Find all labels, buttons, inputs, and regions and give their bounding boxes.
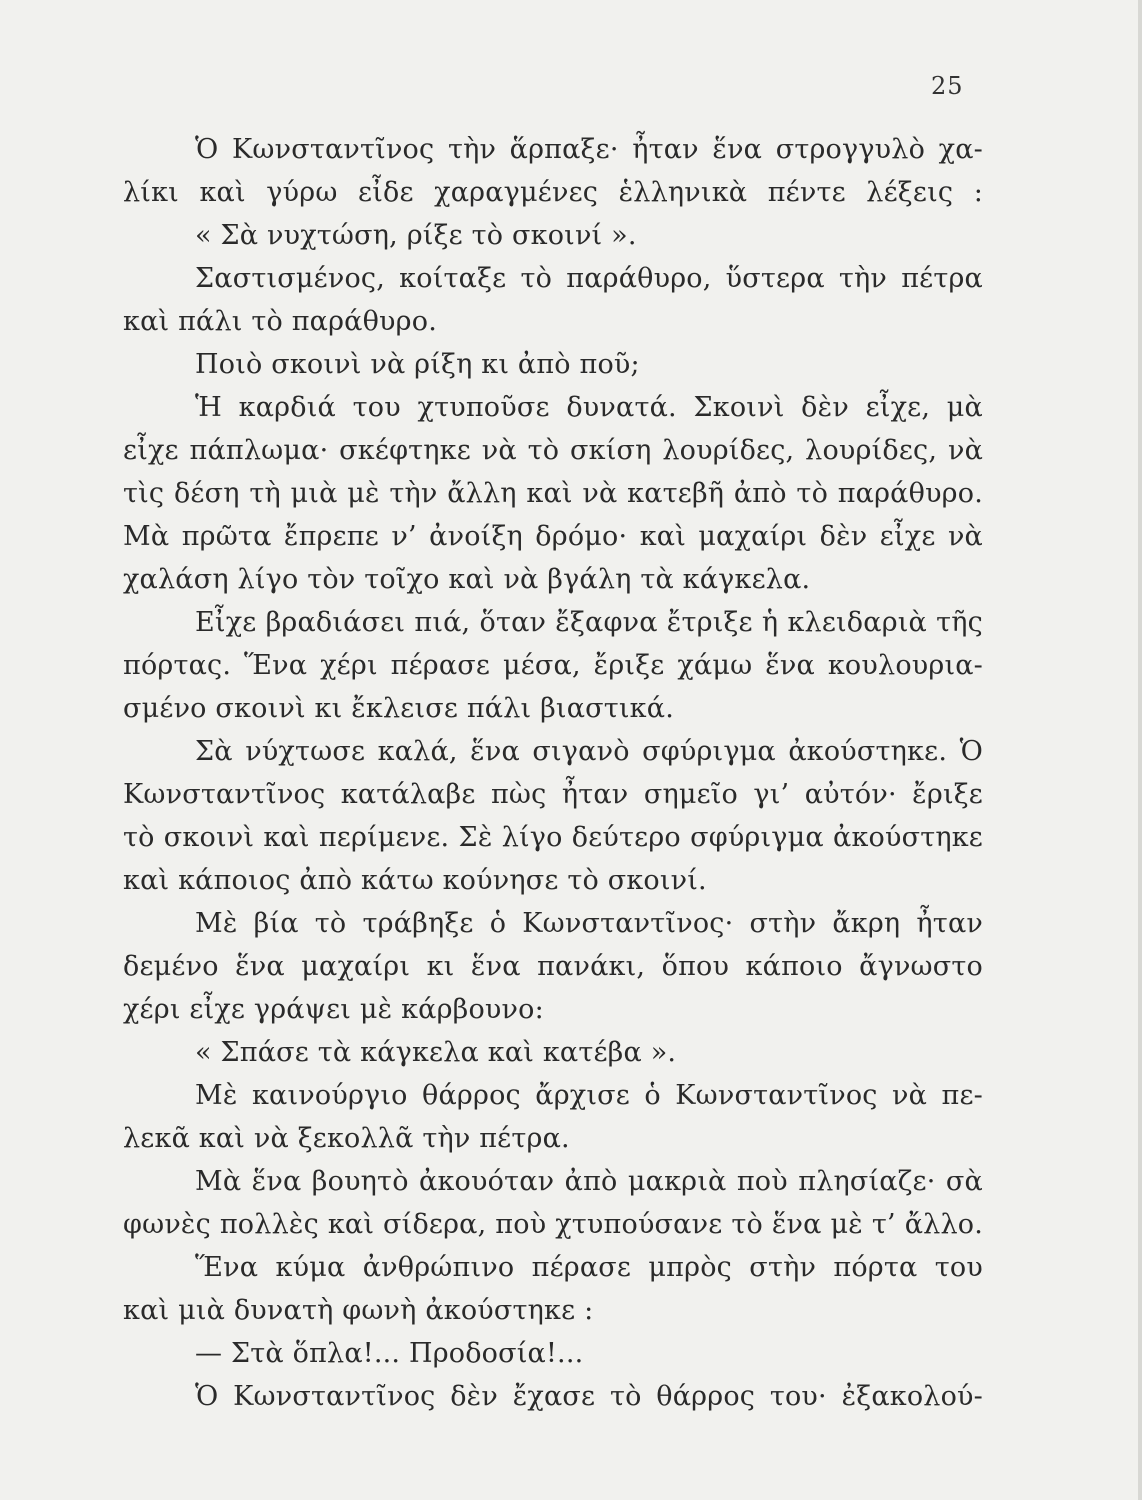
text-line: Μὲ καινούργιο θάρρος ἄρχισε ὁ Κωνσταντῖνος νὰ πε- bbox=[195, 1080, 983, 1111]
text-line: Ἕνα κύμα ἀνθρώπινο πέρασε μπρὸς στὴν πόρτα του bbox=[195, 1252, 983, 1283]
text-line: σμένο σκοινὶ κι ἔκλεισε πάλι βιαστικά. bbox=[123, 693, 674, 724]
text-line: δεμένο ἕνα μαχαίρι κι ἕνα πανάκι, ὅπου κάποιο ἄγνωστο bbox=[123, 951, 983, 982]
text-line: φωνὲς πολλὲς καὶ σίδερα, ποὺ χτυπούσανε τὸ ἕνα μὲ τ’ ἄλλο. bbox=[123, 1209, 983, 1240]
text-line: Μὰ πρῶτα ἔπρεπε ν’ ἀνοίξη δρόμο· καὶ μαχαίρι δὲν εἶχε νὰ bbox=[123, 521, 983, 552]
text-line: Μὰ ἕνα βουητὸ ἀκουόταν ἀπὸ μακριὰ ποὺ πλησίαζε· σὰ bbox=[195, 1166, 983, 1197]
text-line: Ὁ Κωνσταντῖνος τὴν ἅρπαξε· ἦταν ἕνα στρογγυλὸ χα- bbox=[195, 134, 983, 165]
text-line: εἶχε πάπλωμα· σκέφτηκε νὰ τὸ σκίση λουρίδες, λουρίδες, νὰ bbox=[123, 435, 983, 466]
text-line: Σὰ νύχτωσε καλά, ἕνα σιγανὸ σφύριγμα ἀκούστηκε. Ὁ bbox=[195, 736, 983, 767]
text-line: Ὁ Κωνσταντῖνος δὲν ἔχασε τὸ θάρρος του· ἐξακολού- bbox=[195, 1381, 983, 1412]
text-line: Εἶχε βραδιάσει πιά, ὅταν ἔξαφνα ἔτριξε ἡ κλειδαριὰ τῆς bbox=[195, 607, 983, 638]
text-line: καὶ πάλι τὸ παράθυρο. bbox=[123, 306, 437, 337]
text-line: χαλάση λίγο τὸν τοῖχο καὶ νὰ βγάλη τὰ κάγκελα. bbox=[123, 564, 811, 595]
page-number: 25 bbox=[931, 72, 964, 100]
text-line: « Σπάσε τὰ κάγκελα καὶ κατέβα ». bbox=[195, 1037, 677, 1068]
text-line: χέρι εἶχε γράψει μὲ κάρβουνο: bbox=[123, 994, 544, 1025]
text-line: λεκᾶ καὶ νὰ ξεκολλᾶ τὴν πέτρα. bbox=[123, 1123, 570, 1154]
text-line: Μὲ βία τὸ τράβηξε ὁ Κωνσταντῖνος· στὴν ἄκρη ἦταν bbox=[195, 908, 983, 939]
text-line: καὶ μιὰ δυνατὴ φωνὴ ἀκούστηκε : bbox=[123, 1295, 594, 1326]
text-line: λίκι καὶ γύρω εἶδε χαραγμένες ἑλληνικὰ πέντε λέξεις : bbox=[123, 177, 983, 208]
text-line: Ἡ καρδιά του χτυποῦσε δυνατά. Σκοινὶ δὲν εἶχε, μὰ bbox=[195, 392, 983, 423]
text-line: Κωνσταντῖνος κατάλαβε πὼς ἦταν σημεῖο γι’ αὐτόν· ἔριξε bbox=[123, 779, 983, 810]
text-line: — Στὰ ὅπλα!... Προδοσία!... bbox=[195, 1338, 584, 1369]
page-edge bbox=[1138, 0, 1142, 1500]
text-line: πόρτας. Ἕνα χέρι πέρασε μέσα, ἔριξε χάμω ἕνα κουλουρια- bbox=[123, 650, 983, 681]
body-text bbox=[123, 128, 983, 1418]
text-line: Ποιὸ σκοινὶ νὰ ρίξη κι ἀπὸ ποῦ; bbox=[195, 349, 640, 380]
text-line: « Σὰ νυχτώση, ρίξε τὸ σκοινί ». bbox=[195, 220, 637, 251]
text-line: τὶς δέση τὴ μιὰ μὲ τὴν ἄλλη καὶ νὰ κατεβῆ ἀπὸ τὸ παράθυρο. bbox=[123, 478, 983, 509]
text-line: καὶ κάποιος ἀπὸ κάτω κούνησε τὸ σκοινί. bbox=[123, 865, 707, 896]
text-line: τὸ σκοινὶ καὶ περίμενε. Σὲ λίγο δεύτερο σφύριγμα ἀκούστηκε bbox=[123, 822, 983, 853]
text-line: Σαστισμένος, κοίταξε τὸ παράθυρο, ὕστερα τὴν πέτρα bbox=[195, 263, 983, 294]
